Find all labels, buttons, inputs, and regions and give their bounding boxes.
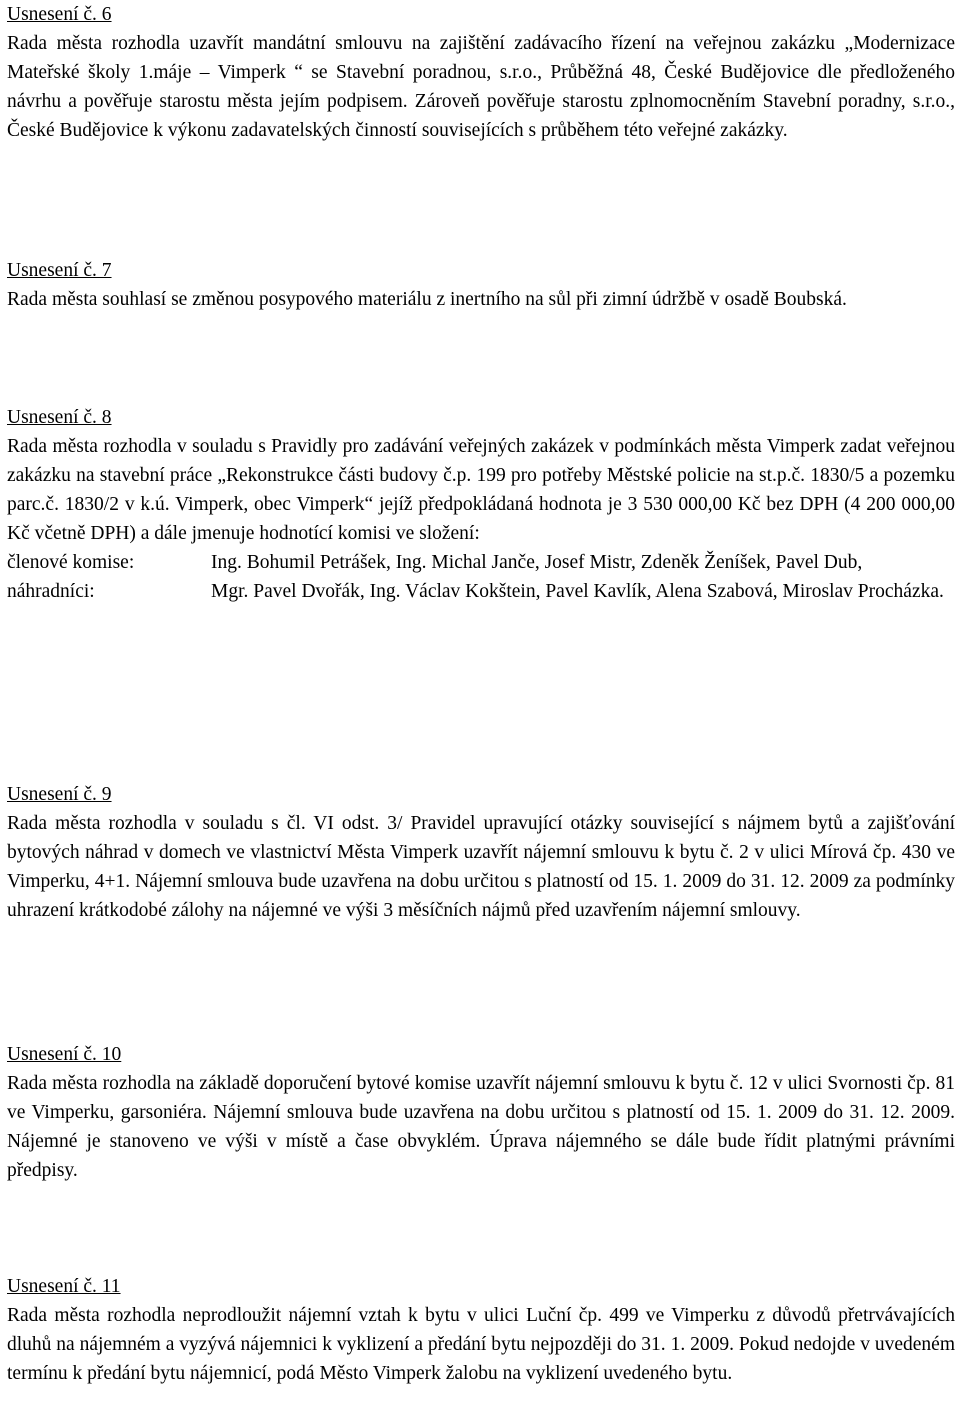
substitutes-names: Mgr. Pavel Dvořák, Ing. Václav Kokštein, Pavel Kavlík, Alena Szabová, Miroslav Procházka. — [211, 581, 944, 602]
resolution-8 — [7, 403, 955, 606]
members-label: členové komise: — [7, 552, 135, 573]
resolution-6 — [7, 0, 955, 145]
resolution-heading: Usnesení č. 11 — [7, 1276, 121, 1297]
resolution-heading: Usnesení č. 6 — [7, 4, 112, 25]
resolution-heading: Usnesení č. 10 — [7, 1044, 122, 1065]
resolution-9 — [7, 780, 955, 925]
resolution-text: Rada města rozhodla neprodloužit nájemní vztah k bytu v ulici Luční čp. 499 ve Vimperku z důvodů přetrvávajících dluhů na nájemném a vyzývá nájemnici k vyklizení a předání bytu nejpozději do 31. 1. 2009. Pokud nedojde v uvedeném termínu k předání bytu nájemnicí, podá Město Vimperk žalobu na vyklizení uvedeného bytu. — [7, 1305, 955, 1384]
resolution-text: Rada města rozhodla na základě doporučení bytové komise uzavřít nájemní smlouvu k bytu č. 12 v ulici Svornosti čp. 81 ve Vimperku, garsoniéra. Nájemní smlouva bude uzavřena na dobu určitou s platností od 15. 1. 2009 do 31. 12. 2009. Nájemné je stanoveno ve výši v místě a čase obvyklém. Úprava nájemného se dále bude řídit platnými právními předpisy. — [7, 1073, 955, 1181]
resolution-11 — [7, 1272, 955, 1388]
substitutes-label: náhradníci: — [7, 581, 95, 602]
resolution-text: Rada města souhlasí se změnou posypového materiálu z inertního na sůl při zimní údržbě v osadě Boubská. — [7, 289, 847, 310]
resolution-7 — [7, 256, 955, 314]
resolution-text: Rada města rozhodla v souladu s čl. VI odst. 3/ Pravidel upravující otázky související s nájmem bytů a zajišťování bytových náhrad v domech ve vlastnictví Města Vimperk uzavřít nájemní smlouvu k bytu č. 2 v ulici Mírová čp. 430 ve Vimperku, 4+1. Nájemní smlouva bude uzavřena na dobu určitou s platností od 15. 1. 2009 do 31. 12. 2009 za podmínky uhrazení krátkodobé zálohy na nájemné ve výši 3 měsíčních nájmů před uzavřením nájemní smlouvy. — [7, 813, 955, 921]
resolution-heading: Usnesení č. 8 — [7, 407, 112, 428]
resolution-text: Rada města rozhodla v souladu s Pravidly pro zadávání veřejných zakázek v podmínkách města Vimperk zadat veřejnou zakázku na stavební práce „Rekonstrukce části budovy č.p. 199 pro potřeby Městské policie na st.p.č. 1830/5 a pozemku parc.č. 1830/2 v k.ú. Vimperk, obec Vimperk“ jejíž předpokládaná hodnota je 3 530 000,00 Kč bez DPH (4 200 000,00 Kč včetně DPH) a dále jmenuje hodnotící komisi ve složení: — [7, 436, 955, 544]
committee-list — [7, 548, 955, 606]
resolution-text: Rada města rozhodla uzavřít mandátní smlouvu na zajištění zadávacího řízení na veřejnou zakázku „Modernizace Mateřské školy 1.máje – Vimperk “ se Stavební poradnou, s.r.o., Průběžná 48, České Budějovice dle předloženého návrhu a pověřuje starostu města jejím podpisem. Zároveň pověřuje starostu zplnomocněním Stavební poradny, s.r.o., České Budějovice k výkonu zadavatelských činností souvisejících s průběhem této veřejné zakázky. — [7, 33, 955, 141]
resolution-heading: Usnesení č. 9 — [7, 784, 112, 805]
resolution-heading: Usnesení č. 7 — [7, 260, 112, 281]
resolution-10 — [7, 1040, 955, 1185]
members-names: Ing. Bohumil Petrášek, Ing. Michal Janče, Josef Mistr, Zdeněk Ženíšek, Pavel Dub, — [211, 552, 863, 573]
